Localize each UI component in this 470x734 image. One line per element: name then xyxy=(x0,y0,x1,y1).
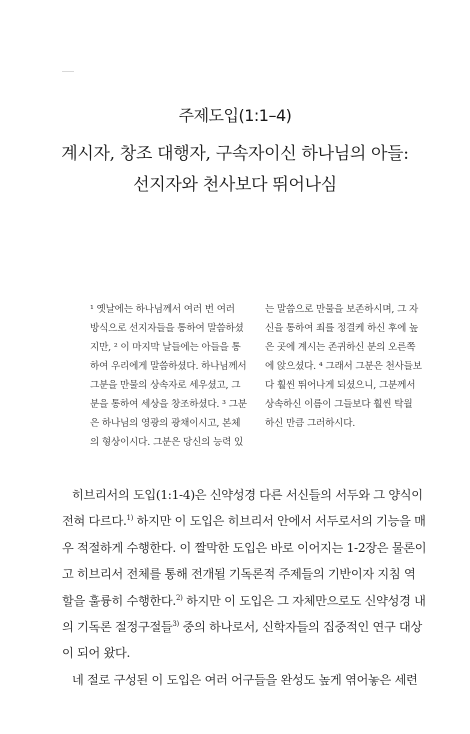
body-line: 전혀 다르다.$^{1)}$ 하지만 이 도입은 히브리서 안에서 서두로서의 기능을 매 xyxy=(62,514,426,529)
body-line: 할을 훌륭히 수행한다.$^{2)}$ 하지만 이 도입은 그 자체만으로도 신약성경 내 xyxy=(62,593,426,608)
scripture-line: 은 곳에 계시는 존귀하신 분의 오른쪽 xyxy=(265,342,416,353)
scripture-line: 분을 통하여 세상을 창조하셨다. ³ 그분 xyxy=(90,399,247,410)
body-line: 히브리서의 도입(1:1-4)은 신약성경 다른 서신들의 서두와 그 양식이 xyxy=(72,488,423,502)
footnote-ref[interactable]: 3) xyxy=(172,620,179,629)
chapter-title xyxy=(0,139,470,201)
page-top-mark xyxy=(62,71,74,72)
scripture-line: ¹ 옛날에는 하나님께서 여러 번 여러 xyxy=(90,304,235,315)
scripture-line: 은 하나님의 영광의 광채이시고, 본체 xyxy=(90,418,241,429)
chapter-title-line-1: 계시자, 창조 대행자, 구속자이신 하나님의 아들: xyxy=(61,144,409,164)
scripture-line: 신을 통하여 죄를 정결케 하신 후에 높 xyxy=(265,323,419,334)
body-line: 고 히브리서 전체를 통해 전개될 기독론적 주제들의 기반이자 지침 역 xyxy=(62,567,416,582)
scripture-line: 는 말씀으로 만물을 보존하시며, 그 자 xyxy=(265,304,419,315)
scripture-line: 상속하신 이름이 그들보다 훨씬 탁월 xyxy=(265,399,413,410)
body-line: 의 기독론 절정구절들$^{3)}$ 중의 하나로서, 신학자들의 집중적인 연구 대상 xyxy=(62,620,423,635)
body-line: 이 되어 왔다. xyxy=(62,646,131,661)
chapter-title-line-2: 선지자와 천사보다 뛰어나심 xyxy=(133,175,337,195)
scripture-line: 하신 만큼 그러하시다. xyxy=(265,418,356,429)
scripture-line: 다 훨씬 뛰어나게 되셨으니, 그분께서 xyxy=(265,380,416,391)
body-line: 우 적절하게 수행한다. 이 짤막한 도입은 바로 이어지는 1-2장은 물론이 xyxy=(62,540,427,555)
scripture-line: 에 앉으셨다. ⁴ 그래서 그분은 천사들보 xyxy=(265,361,422,372)
scripture-right-column xyxy=(265,300,422,452)
scripture-line: 그분을 만물의 상속자로 세우셨고, 그 xyxy=(90,380,241,391)
scripture-line: 방식으로 선지자들을 통하여 말씀하셨 xyxy=(90,323,244,334)
body-text xyxy=(62,482,432,693)
section-title: 주제도입(1:1–4) xyxy=(178,106,292,125)
scripture-passage xyxy=(90,300,422,452)
scripture-line: 지만, ² 이 마지막 날들에는 아들을 통 xyxy=(90,342,241,353)
footnote-ref[interactable]: 2) xyxy=(175,593,183,602)
scripture-line: 의 형상이시다. 그분은 당신의 능력 있 xyxy=(90,437,244,448)
scripture-left-column xyxy=(90,300,247,452)
scripture-line: 하여 우리에게 말씀하셨다. 하나님께서 xyxy=(90,361,247,372)
body-line: 네 절로 구성된 이 도입은 여러 어구들을 완성도 높게 엮어놓은 세련 xyxy=(72,672,418,687)
footnote-ref[interactable]: 1) xyxy=(126,514,134,523)
